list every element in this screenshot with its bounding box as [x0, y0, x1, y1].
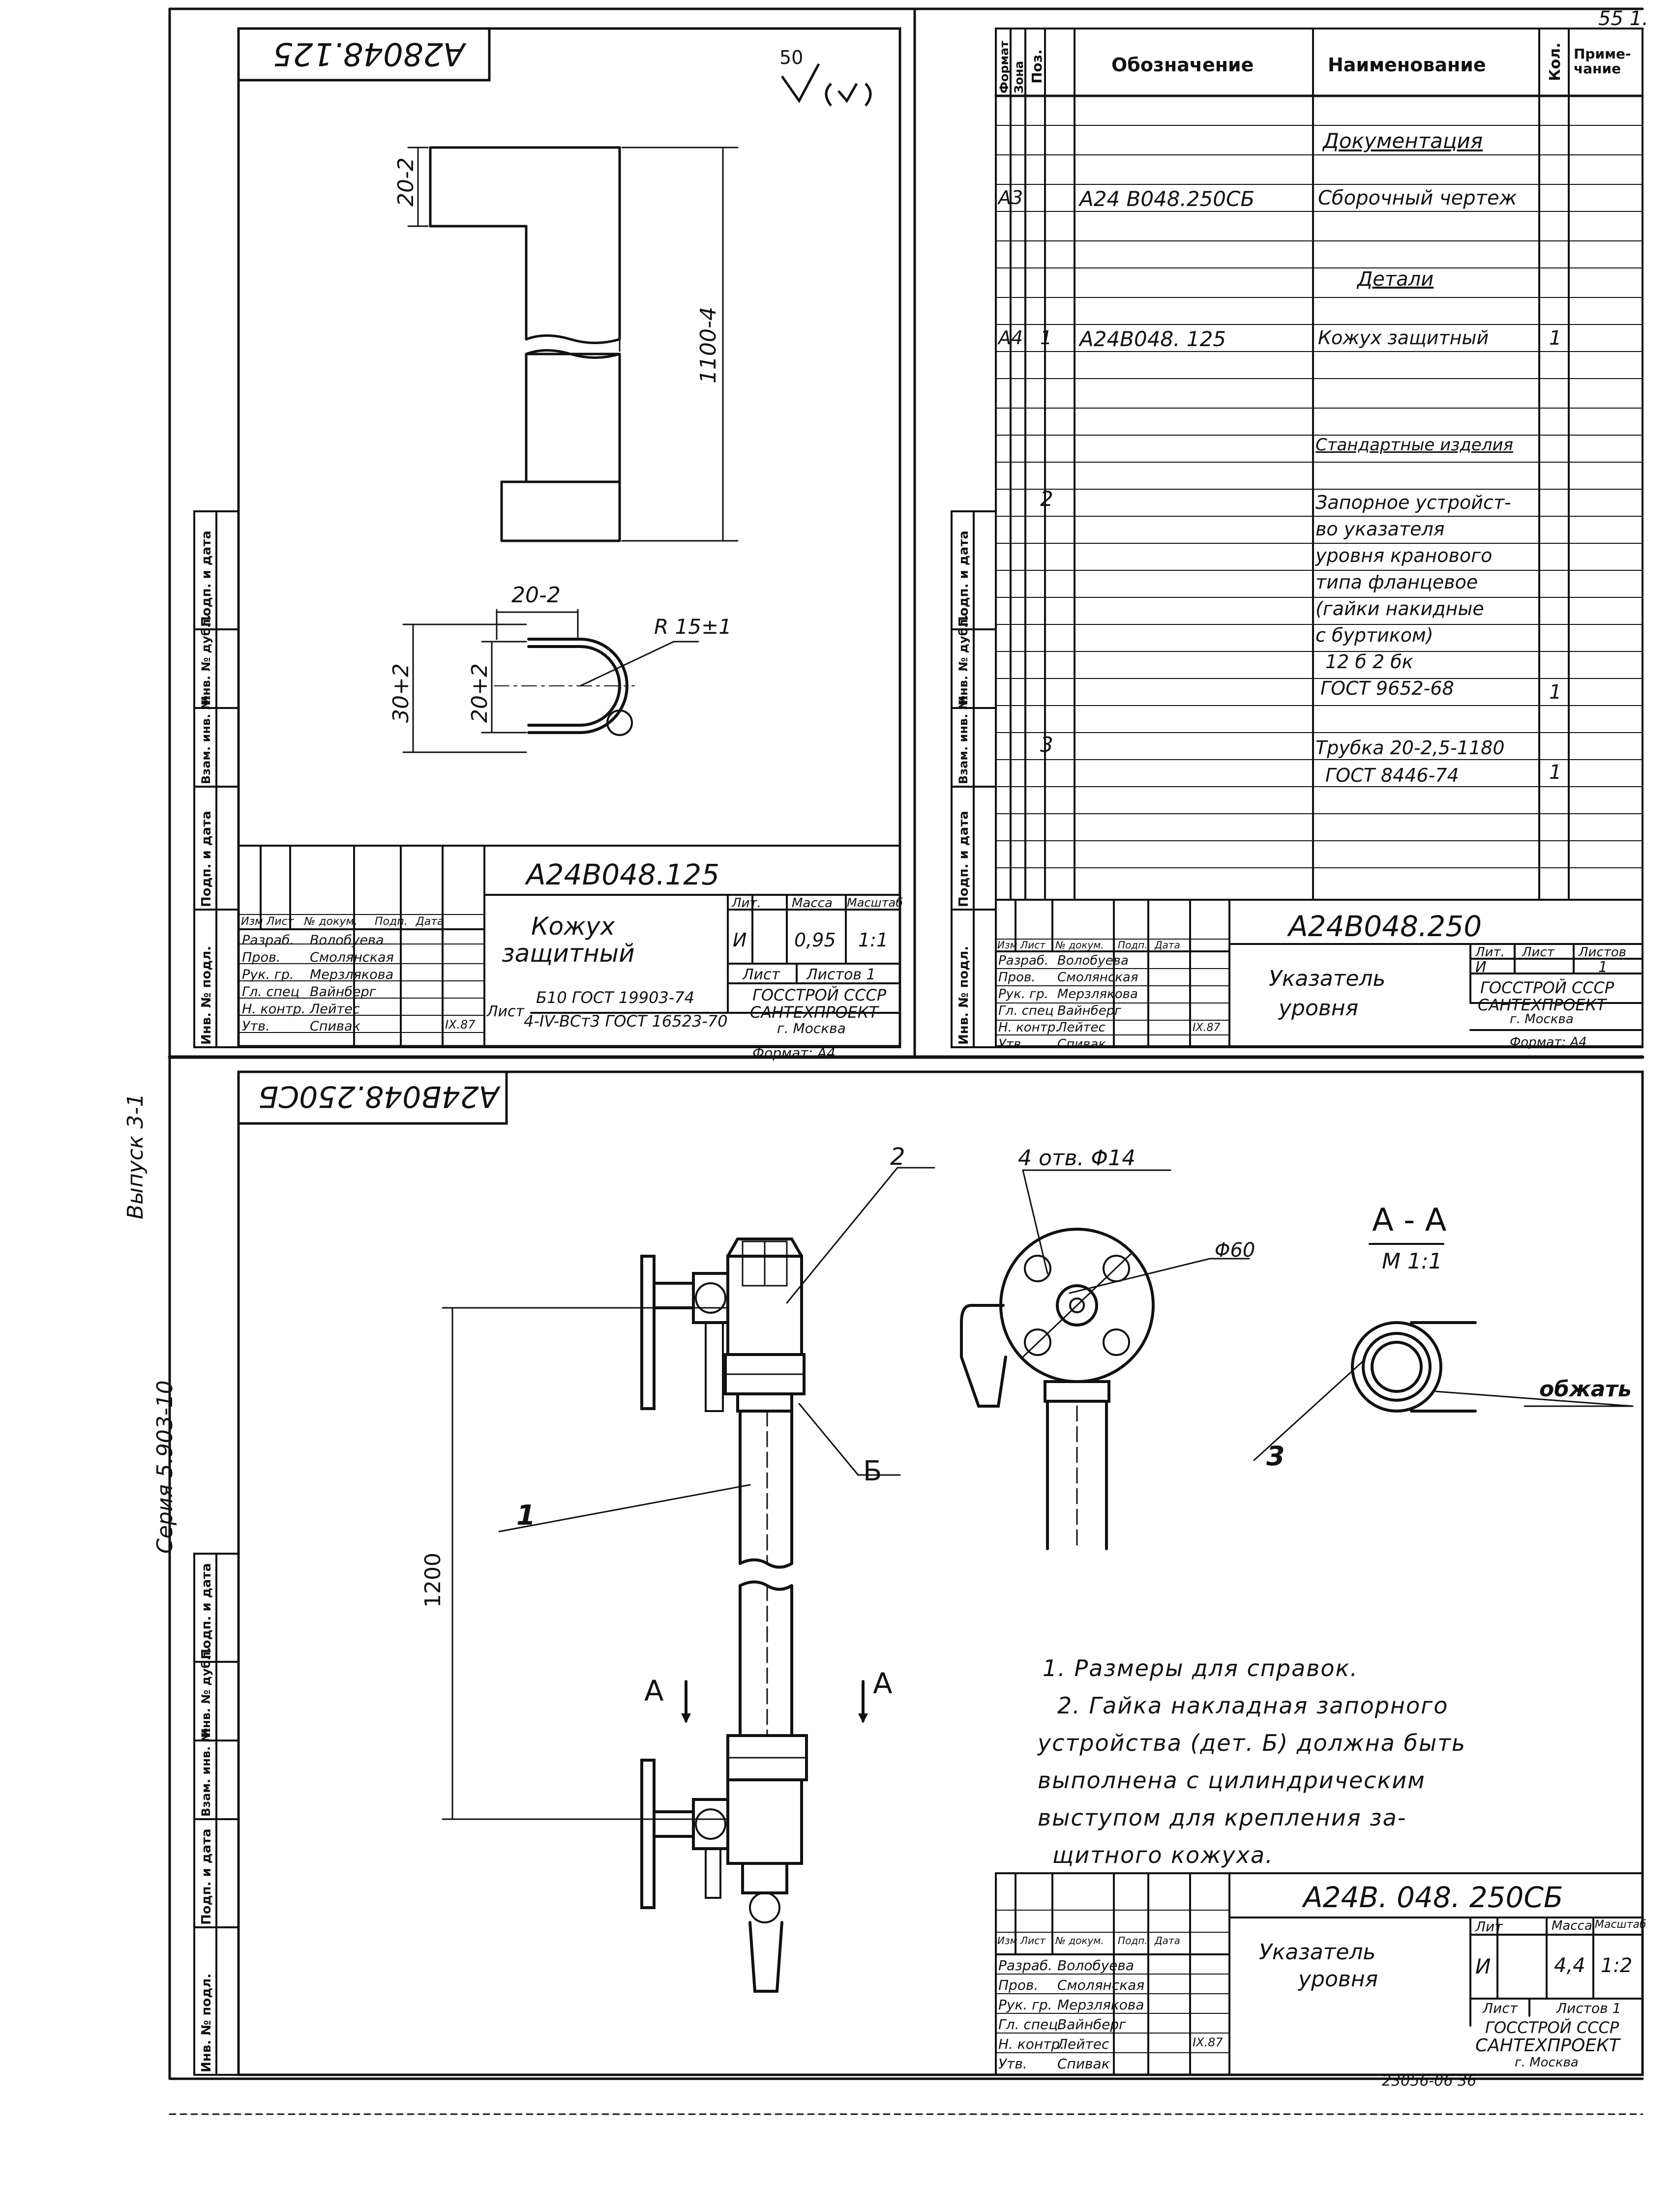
stamp-head-izm: Изм [241, 915, 263, 928]
std2-line-4: типа фланцевое [1315, 571, 1478, 593]
stamp-label-dubl: Инв. № дубл. [199, 614, 213, 706]
spec-part-format: А4 [998, 327, 1023, 349]
stamp-label-podp-mid: Подп. и дата [956, 531, 971, 627]
section-arrow-icons [681, 1713, 868, 1723]
spec-lit-label: Лит. [1475, 945, 1505, 960]
spec-doc-code: А24 В048.250СБ [1079, 187, 1255, 211]
spec-head-poz: Поз. [1029, 49, 1045, 84]
asm-name-3: Мерзлякова [1057, 1997, 1144, 2013]
dim-20-2-section: 20-2 [511, 583, 561, 608]
spec-name-5: Лейтес [1057, 1020, 1105, 1035]
stamp-label-podp: Подп. и дата [199, 531, 214, 627]
sheet1-mass: 0,95 [794, 929, 836, 951]
role-razrab: Разраб. [242, 933, 295, 948]
asm-role-4: Гл. спец [998, 2016, 1058, 2033]
asm-role-5: Н. контр. [998, 2036, 1065, 2052]
asm-role-3: Рук. гр. [998, 1997, 1052, 2013]
sheet1-org-1: ГОССТРОЙ СССР [752, 986, 887, 1004]
spec-std3-poz: 3 [1040, 733, 1053, 757]
sheet1-part-view [430, 147, 620, 541]
spec-name-1: Волобуева [1057, 953, 1129, 968]
stamp-label-podp2-mid: Подп. и дата [956, 811, 971, 907]
role-glspec: Гл. спец [242, 984, 299, 1000]
assembly-lit: И [1475, 1954, 1491, 1978]
spec-doc-name: Сборочный чертеж [1318, 187, 1517, 209]
asm-stamp-head-date: Дата [1154, 1935, 1180, 1947]
roughness-check-icon [782, 64, 870, 106]
dim-radius: R 15±1 [654, 615, 732, 639]
std3-line-1: Трубка 20-2,5-1180 [1315, 737, 1505, 759]
spec-part-qty: 1 [1549, 327, 1562, 350]
spec-section-docs: Документация [1323, 129, 1483, 153]
assembly-code-rotated: А24В048.250СБ [258, 1079, 499, 1114]
spec-sheet-label: Лист [1522, 945, 1554, 960]
stamp-label-dubl-mid: Инв. № дубл. [956, 614, 970, 706]
sheet1-frame [239, 29, 900, 1046]
assembly-org-3: г. Москва [1515, 2055, 1579, 2070]
callout-b: Б [863, 1455, 882, 1487]
stamp-label-podp2: Подп. и дата [199, 811, 214, 907]
spec-head-zona: Зона [1012, 60, 1026, 93]
note-2: 2. Гайка накладная запорного [1057, 1692, 1449, 1719]
name-4: Вайнберг [310, 984, 376, 1000]
stamp-head-date: Дата [416, 915, 444, 928]
sheet1-stamp-roles [242, 932, 305, 1035]
asm-role-2: Пров. [998, 1977, 1039, 1993]
role-utv: Утв. [242, 1019, 270, 1034]
cut-a-left: А [644, 1674, 664, 1708]
spec-org-1: ГОССТРОЙ СССР [1480, 978, 1614, 997]
spec-sheets: 1 [1598, 959, 1608, 976]
spec-std2-poz: 2 [1040, 487, 1053, 511]
sheet1-material-2: 4-IV-ВСт3 ГОСТ 16523-70 [524, 1012, 728, 1031]
spec-stamp-head-date: Дата [1154, 939, 1180, 951]
spec-head-prim: Приме-чание [1574, 46, 1631, 77]
spec-std2-qty: 1 [1549, 681, 1562, 704]
spec-name-4: Вайнберг [1057, 1003, 1121, 1018]
spec-role-3: Рук. гр. [998, 987, 1048, 1002]
name-1: Волобуева [310, 933, 384, 948]
sheet1-scale-label: Масштаб [847, 896, 903, 910]
sheet1-sheet-label-left: Лист [487, 1003, 525, 1020]
section-title: А - А [1372, 1202, 1447, 1239]
std2-line-5: (гайки накидные [1315, 598, 1484, 619]
spec-lit: И [1475, 959, 1487, 976]
assembly-stamp-head [997, 1935, 1180, 1947]
assembly-scale-label: Масштаб [1595, 1918, 1646, 1931]
sheet1-mass-label: Масса [792, 896, 833, 911]
assembly-mass-label: Масса [1552, 1918, 1592, 1933]
spec-section-std: Стандартные изделия [1315, 435, 1514, 455]
series-label: Выпуск 3-1 [123, 1093, 148, 1219]
dim-1200: 1200 [420, 1553, 446, 1608]
sheet1-stamp-head [241, 915, 444, 928]
dim-1100: 1100-4 [696, 307, 721, 383]
assembly-org-2: САНТЕХПРОЕКТ [1475, 2035, 1620, 2056]
spec-role-4: Гл. спец [998, 1003, 1054, 1018]
std2-line-8: ГОСТ 9652-68 [1320, 678, 1454, 699]
crimp-label: обжать [1539, 1377, 1632, 1402]
spec-stamp-head-podp: Подп. [1118, 939, 1148, 951]
spec-std2-lines [1315, 489, 1511, 702]
note-5: выступом для крепления за- [1038, 1804, 1407, 1831]
asm-name-1: Волобуева [1057, 1957, 1135, 1974]
sheet1-scale: 1:1 [858, 929, 889, 951]
role-prov: Пров. [242, 950, 281, 965]
spec-std3-qty: 1 [1549, 761, 1562, 784]
sheet1-title-2: защитный [502, 939, 635, 968]
sheet1-material-1: Б10 ГОСТ 19903-74 [536, 988, 694, 1007]
spec-sheets-label: Листов [1579, 945, 1627, 960]
assembly-footer: 23056-06 36 [1382, 2072, 1477, 2090]
sheet1-format: Формат: А4 [752, 1045, 836, 1061]
spec-stamp-head-doc: № докум. [1055, 939, 1104, 951]
sheet1-stamp-names [310, 932, 394, 1035]
sheet1-org-2: САНТЕХПРОЕКТ [750, 1003, 879, 1022]
spec-org-2: САНТЕХПРОЕКТ [1478, 996, 1607, 1014]
spec-doc-format: А3 [998, 187, 1023, 208]
asm-role-1: Разраб. [998, 1957, 1053, 1974]
role-ruk: Рук. гр. [242, 967, 294, 982]
stamp-label-podp-bot: Подп. и дата [199, 1563, 214, 1659]
spec-stamp-names [1057, 952, 1138, 1053]
sheet1-code-rotated: А28048.125 [273, 35, 465, 72]
asm-stamp-head-doc: № докум. [1055, 1935, 1104, 1947]
role-nkontr: Н. контр. [242, 1002, 306, 1017]
stamp-label-podl-mid: Инв. № подл. [956, 945, 971, 1045]
spec-stamp-date: IX.87 [1193, 1022, 1221, 1034]
spec-role-2: Пров. [998, 970, 1036, 985]
spec-head-naimenovanie: Наименование [1328, 54, 1486, 76]
callout-1: 1 [516, 1500, 536, 1532]
assembly-designation: А24В. 048. 250СБ [1303, 1881, 1563, 1914]
std2-line-6: с буртиком) [1315, 624, 1434, 646]
name-3: Мерзлякова [310, 967, 394, 982]
spec-stamp-head-izm: Изм [997, 939, 1017, 951]
assembly-mass: 4,4 [1554, 1954, 1585, 1977]
assembly-stamp-names [1057, 1956, 1144, 2074]
spec-format: Формат: А4 [1510, 1035, 1587, 1050]
stamp-label-podp2-bot: Подп. и дата [199, 1829, 214, 1925]
assembly-title-2: уровня [1298, 1967, 1378, 1992]
assembly-scale: 1:2 [1601, 1954, 1633, 1977]
sheet1-lit: И [733, 929, 747, 951]
dim-20-2-inner: 20+2 [467, 663, 492, 723]
flange-top-view [961, 1229, 1153, 1549]
spec-role-1: Разраб. [998, 953, 1049, 968]
assembly-lit-label: Лит [1475, 1918, 1503, 1935]
asm-name-5: Лейтес [1057, 2036, 1109, 2052]
spec-head-format: Формат [997, 40, 1011, 93]
assembly-notes [1038, 1650, 1466, 1874]
stamp-head-doc: № докум. [304, 915, 358, 928]
note-6: щитного кожуха. [1052, 1842, 1274, 1868]
section-scale: М 1:1 [1382, 1249, 1442, 1274]
spec-part-poz: 1 [1040, 327, 1052, 349]
spec-designation: А24В048.250 [1288, 910, 1482, 943]
assembly-org-1: ГОССТРОЙ СССР [1485, 2018, 1619, 2037]
spec-stamp-roles [998, 952, 1060, 1053]
spec-head-kol: Кол. [1547, 42, 1564, 81]
std3-line-2: ГОСТ 8446-74 [1325, 765, 1459, 786]
std2-line-2: во указателя [1315, 518, 1445, 540]
stamp-head-podp: Подп. [374, 915, 408, 928]
note-1: 1. Размеры для справок. [1043, 1655, 1358, 1681]
callout-2: 2 [890, 1143, 905, 1171]
page-mark: 55 1. [1598, 7, 1648, 30]
name-2: Смолянская [310, 950, 394, 965]
spec-name-2: Смолянская [1057, 970, 1138, 985]
assembly-valve-top [642, 1239, 804, 1590]
sheet1-title-1: Кожух [531, 912, 615, 941]
stamp-label-vzam: Взам. инв. № [199, 695, 213, 784]
callout-3: 3 [1266, 1441, 1285, 1472]
dim-30-2: 30+2 [388, 663, 414, 723]
assembly-sheets-label: Листов 1 [1556, 2000, 1621, 2016]
spec-part-code: А24В048. 125 [1079, 327, 1226, 351]
sheet1-designation: А24В048.125 [526, 858, 720, 891]
stamp-head-list: Лист [266, 915, 294, 928]
cut-a-right: А [873, 1667, 893, 1700]
name-6: Спивак [310, 1019, 360, 1034]
sheet1-sheet-label: Лист [743, 966, 780, 983]
stamp-label-dubl-bot: Инв. № дубл. [199, 1647, 213, 1738]
spec-stamp-head [997, 939, 1180, 951]
spec-role-5: Н. контр. [998, 1020, 1060, 1035]
sheet1-lit-label: Лит. [732, 896, 761, 911]
sheet1-stamp-date: IX.87 [445, 1018, 476, 1032]
asm-stamp-head-izm: Изм [997, 1935, 1017, 1947]
note-3: устройства (дет. Б) должна быть [1038, 1730, 1466, 1756]
spec-head-oboznachenie: Обозначение [1111, 54, 1254, 76]
spec-part-name: Кожух защитный [1318, 327, 1489, 349]
note-4: выполнена с цилиндрическим [1038, 1767, 1426, 1794]
asm-stamp-head-podp: Подп. [1118, 1935, 1148, 1947]
std2-line-7: 12 б 2 бк [1325, 651, 1413, 673]
assembly-valve-bottom [642, 1586, 807, 1991]
sheet1-sheets-label: Листов 1 [807, 966, 876, 983]
std2-line-1: Запорное устройст- [1315, 492, 1511, 513]
assembly-stamp-date: IX.87 [1193, 2035, 1223, 2049]
sheet1-roughness-value: 50 [779, 47, 804, 68]
spec-org-3: г. Москва [1510, 1012, 1574, 1027]
dim-20-2-top: 20-2 [393, 157, 418, 206]
spec-title-1: Указатель [1269, 966, 1386, 991]
spec-stamp-head-list: Лист [1020, 939, 1046, 951]
asm-role-6: Утв. [998, 2056, 1027, 2072]
std2-line-3: уровня кранового [1315, 545, 1493, 566]
holes-label: 4 отв. Φ14 [1018, 1146, 1136, 1171]
asm-name-4: Вайнберг [1057, 2016, 1126, 2033]
asm-stamp-head-list: Лист [1020, 1935, 1046, 1947]
stamp-label-podl: Инв. № подл. [199, 945, 214, 1045]
assembly-title-1: Указатель [1259, 1940, 1376, 1965]
spec-std3-lines [1315, 734, 1505, 789]
stamp-label-vzam-mid: Взам. инв. № [956, 695, 970, 784]
section-cut-marks [686, 1681, 863, 1721]
spec-role-6: Утв. [998, 1037, 1025, 1052]
phi60-label: Φ60 [1215, 1239, 1255, 1262]
assembly-dimension-1200 [443, 1308, 728, 1819]
asm-name-6: Спивак [1057, 2056, 1110, 2072]
stamp-label-vzam-bot: Взам. инв. № [199, 1728, 213, 1817]
assembly-stamp-roles [998, 1956, 1064, 2074]
assembly-sheet-label: Лист [1483, 2000, 1518, 2016]
asm-name-2: Смолянская [1057, 1977, 1145, 1993]
spec-name-6: Спивак [1057, 1037, 1106, 1052]
spec-title-2: уровня [1279, 996, 1359, 1021]
name-5: Лейтес [310, 1002, 360, 1017]
spec-name-3: Мерзлякова [1057, 987, 1138, 1002]
series-number: Серия 5.903-10 [152, 1380, 178, 1554]
stamp-label-podl-bot: Инв. № подл. [199, 1973, 214, 2072]
spec-section-parts: Детали [1357, 268, 1434, 291]
leader-lines [499, 1168, 1362, 1532]
sheet1-org-3: г. Москва [777, 1020, 846, 1036]
